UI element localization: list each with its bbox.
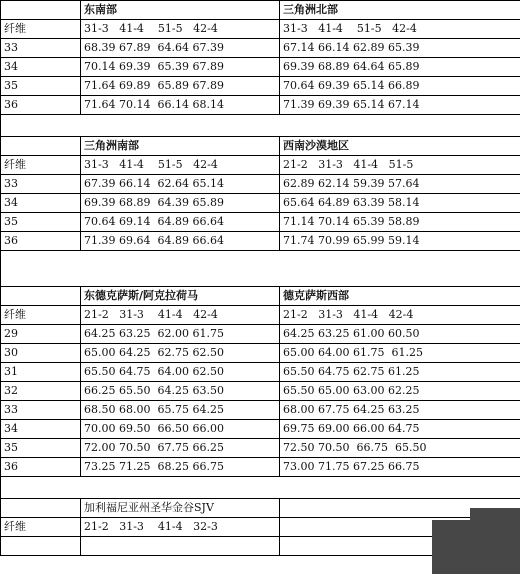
table-row bbox=[1, 20, 520, 39]
price-cell: 65.00 64.25 62.75 62.50 bbox=[81, 344, 280, 363]
price-cell: 68.39 67.89 64.64 67.39 bbox=[81, 39, 280, 58]
table-row bbox=[1, 306, 520, 325]
region-header: 三角洲北部 bbox=[280, 1, 520, 20]
table-row bbox=[1, 477, 520, 499]
table-row bbox=[1, 175, 520, 194]
blank-cell bbox=[1, 1, 81, 20]
price-cell: 71.39 69.39 65.14 67.14 bbox=[280, 96, 520, 115]
fiber-value: 34 bbox=[1, 420, 81, 439]
table-row bbox=[1, 420, 520, 439]
price-cell: 69.39 68.89 64.39 65.89 bbox=[81, 194, 280, 213]
fiber-label: 纤维 bbox=[1, 306, 81, 325]
price-cell: 65.50 64.75 64.00 62.50 bbox=[81, 363, 280, 382]
price-cell: 65.64 64.89 63.39 58.14 bbox=[280, 194, 520, 213]
price-cell: 65.50 64.75 62.75 61.25 bbox=[280, 363, 520, 382]
table-row bbox=[1, 156, 520, 175]
blank-cell bbox=[1, 137, 81, 156]
fiber-value: 29 bbox=[1, 325, 81, 344]
blank-cell bbox=[1, 537, 81, 556]
section-gap bbox=[1, 251, 520, 287]
table-row bbox=[1, 77, 520, 96]
table-row bbox=[1, 115, 520, 137]
table-row bbox=[1, 401, 520, 420]
fiber-label: 纤维 bbox=[1, 518, 81, 537]
table-row bbox=[1, 232, 520, 251]
grade-header: 21-2 31-3 41-4 42-4 bbox=[280, 306, 520, 325]
price-cell: 67.39 66.14 62.64 65.14 bbox=[81, 175, 280, 194]
price-cell: 67.14 66.14 62.89 65.39 bbox=[280, 39, 520, 58]
fiber-value: 33 bbox=[1, 39, 81, 58]
price-cell: 70.64 69.14 64.89 66.64 bbox=[81, 213, 280, 232]
price-cell: 70.00 69.50 66.50 66.00 bbox=[81, 420, 280, 439]
fiber-value: 33 bbox=[1, 401, 81, 420]
fiber-value: 35 bbox=[1, 77, 81, 96]
price-cell: 62.89 62.14 59.39 57.64 bbox=[280, 175, 520, 194]
price-cell: 71.64 70.14 66.14 68.14 bbox=[81, 96, 280, 115]
table-row bbox=[1, 363, 520, 382]
region-header: 加利福尼亚州圣华金谷SJV bbox=[81, 499, 280, 518]
price-cell: 70.64 69.39 65.14 66.89 bbox=[280, 77, 520, 96]
fiber-value: 36 bbox=[1, 458, 81, 477]
blank-cell bbox=[81, 537, 280, 556]
price-cell: 71.64 69.89 65.89 67.89 bbox=[81, 77, 280, 96]
price-cell: 64.25 63.25 61.00 60.50 bbox=[280, 325, 520, 344]
region-header: 东南部 bbox=[81, 1, 280, 20]
price-cell: 71.74 70.99 65.99 59.14 bbox=[280, 232, 520, 251]
fiber-value: 32 bbox=[1, 382, 81, 401]
price-cell: 65.00 64.00 61.75 61.25 bbox=[280, 344, 520, 363]
table-row bbox=[1, 194, 520, 213]
grade-header: 21-2 31-3 41-4 32-3 bbox=[81, 518, 280, 537]
grade-header: 31-3 41-4 51-5 42-4 bbox=[81, 156, 280, 175]
price-cell: 68.00 67.75 64.25 63.25 bbox=[280, 401, 520, 420]
grade-header: 21-2 31-3 41-4 51-5 bbox=[280, 156, 520, 175]
price-cell: 71.39 69.64 64.89 66.64 bbox=[81, 232, 280, 251]
price-cell: 69.75 69.00 66.00 64.75 bbox=[280, 420, 520, 439]
price-cell: 73.00 71.75 67.25 66.75 bbox=[280, 458, 520, 477]
scan-smudge bbox=[470, 508, 520, 520]
table-row bbox=[1, 439, 520, 458]
fiber-value: 35 bbox=[1, 213, 81, 232]
fiber-value: 35 bbox=[1, 439, 81, 458]
price-cell: 64.25 63.25 62.00 61.75 bbox=[81, 325, 280, 344]
table-row bbox=[1, 344, 520, 363]
region-header: 德克萨斯西部 bbox=[280, 287, 520, 306]
price-cell: 66.25 65.50 64.25 63.50 bbox=[81, 382, 280, 401]
fiber-value: 33 bbox=[1, 175, 81, 194]
grade-header: 31-3 41-4 51-5 42-4 bbox=[81, 20, 280, 39]
price-cell: 72.50 70.50 66.75 65.50 bbox=[280, 439, 520, 458]
fiber-label: 纤维 bbox=[1, 156, 81, 175]
fiber-value: 36 bbox=[1, 96, 81, 115]
table-row bbox=[1, 137, 520, 156]
table-row bbox=[1, 458, 520, 477]
page-cutoff bbox=[0, 574, 520, 586]
price-cell: 70.14 69.39 65.39 67.89 bbox=[81, 58, 280, 77]
grade-header: 31-3 41-4 51-5 42-4 bbox=[280, 20, 520, 39]
price-cell: 73.25 71.25 68.25 66.75 bbox=[81, 458, 280, 477]
grade-header: 21-2 31-3 41-4 42-4 bbox=[81, 306, 280, 325]
price-cell: 69.39 68.89 64.64 65.89 bbox=[280, 58, 520, 77]
fiber-label: 纤维 bbox=[1, 20, 81, 39]
fiber-value: 36 bbox=[1, 232, 81, 251]
fiber-value: 34 bbox=[1, 194, 81, 213]
section-gap bbox=[1, 115, 520, 137]
fiber-value: 31 bbox=[1, 363, 81, 382]
price-cell: 72.00 70.50 67.75 66.25 bbox=[81, 439, 280, 458]
table-row bbox=[1, 96, 520, 115]
region-header: 西南沙漠地区 bbox=[280, 137, 520, 156]
section-gap bbox=[1, 477, 520, 499]
price-cell: 68.50 68.00 65.75 64.25 bbox=[81, 401, 280, 420]
blank-cell bbox=[1, 499, 81, 518]
table-row bbox=[1, 39, 520, 58]
table-row bbox=[1, 287, 520, 306]
blank-cell bbox=[1, 287, 81, 306]
table-row bbox=[1, 499, 520, 518]
fiber-value: 30 bbox=[1, 344, 81, 363]
table-row bbox=[1, 58, 520, 77]
region-header: 东德克萨斯/阿克拉荷马 bbox=[81, 287, 280, 306]
region-header: 三角洲南部 bbox=[81, 137, 280, 156]
price-cell: 71.14 70.14 65.39 58.89 bbox=[280, 213, 520, 232]
table-row bbox=[1, 213, 520, 232]
price-cell: 65.50 65.00 63.00 62.25 bbox=[280, 382, 520, 401]
table-row bbox=[1, 1, 520, 20]
fiber-value: 34 bbox=[1, 58, 81, 77]
table-row bbox=[1, 325, 520, 344]
table-row bbox=[1, 251, 520, 287]
table-row bbox=[1, 382, 520, 401]
